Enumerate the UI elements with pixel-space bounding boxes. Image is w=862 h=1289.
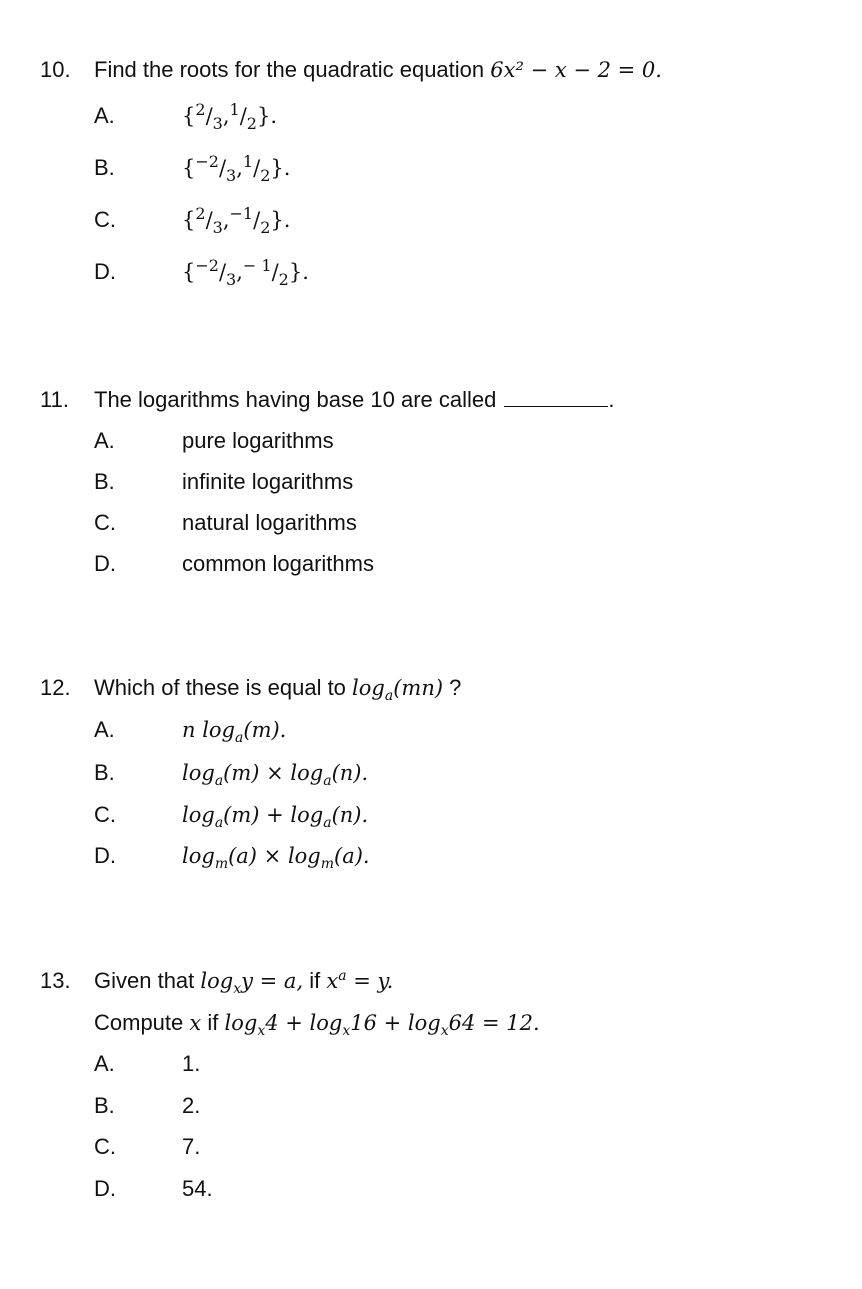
option-value: infinite logarithms — [182, 469, 354, 494]
option-value: 1. — [182, 1051, 201, 1076]
option-letter: D. — [94, 1176, 116, 1201]
option-value: n $\log_a(m)$. — [182, 718, 287, 747]
option-letter: D. — [94, 259, 116, 284]
option-value: 54. — [182, 1176, 213, 1201]
option-letter: D. — [94, 843, 116, 868]
question-text: Find the roots for the quadratic equation 6x² − x − 2 = 0. — [94, 57, 662, 82]
question-text: The logarithms having base 10 are called . — [94, 387, 615, 412]
option-letter: D. — [94, 551, 116, 576]
question-number: 12. — [40, 675, 71, 700]
answer-blank — [504, 388, 608, 407]
option-value: $\{^{-2}/_3,^1/_2\}$. — [182, 152, 291, 185]
option-value: 2. — [182, 1093, 201, 1118]
question-text: Given that $\log_xy = a$, if $x^a = y$. — [94, 968, 394, 998]
option-value: natural logarithms — [182, 510, 357, 535]
question-13-line-2: Compute x if $\log_x4 + \log_x16 + \log_x64 = 12$. — [94, 1010, 540, 1040]
option-letter: B. — [94, 1093, 115, 1118]
option-letter: C. — [94, 1134, 116, 1159]
option-value: $\log_a(m) + \log_a(n)$. — [182, 803, 369, 832]
option-letter: B. — [94, 469, 115, 494]
option-letter: C. — [94, 802, 116, 827]
question-number: 13. — [40, 968, 71, 993]
option-letter: C. — [94, 207, 116, 232]
option-letter: A. — [94, 428, 115, 453]
option-letter: B. — [94, 155, 115, 180]
question-number: 10. — [40, 57, 71, 82]
question-number: 11. — [40, 387, 69, 412]
option-value: common logarithms — [182, 551, 374, 576]
option-letter: B. — [94, 760, 115, 785]
option-value: $\log_m(a) \times \log_m(a)$. — [182, 844, 370, 873]
option-value: pure logarithms — [182, 428, 334, 453]
option-letter: A. — [94, 103, 115, 128]
option-value: $\{^2/_3,^{-1}/_2\}$. — [182, 204, 291, 237]
option-letter: A. — [94, 1051, 115, 1076]
question-text: Which of these is equal to $\log_a(mn)$ ? — [94, 675, 462, 705]
option-value: 7. — [182, 1134, 201, 1159]
option-value: $\{^{-2}/_3,^{- 1}/_2\}$. — [182, 256, 309, 289]
quadratic-equation: 6x² − x − 2 = 0. — [490, 58, 662, 82]
option-value: $\log_a(m) \times \log_a(n)$. — [182, 761, 369, 790]
option-letter: C. — [94, 510, 116, 535]
option-letter: A. — [94, 717, 115, 742]
option-value: $\{^2/_3,^1/_2\}$. — [182, 100, 278, 133]
